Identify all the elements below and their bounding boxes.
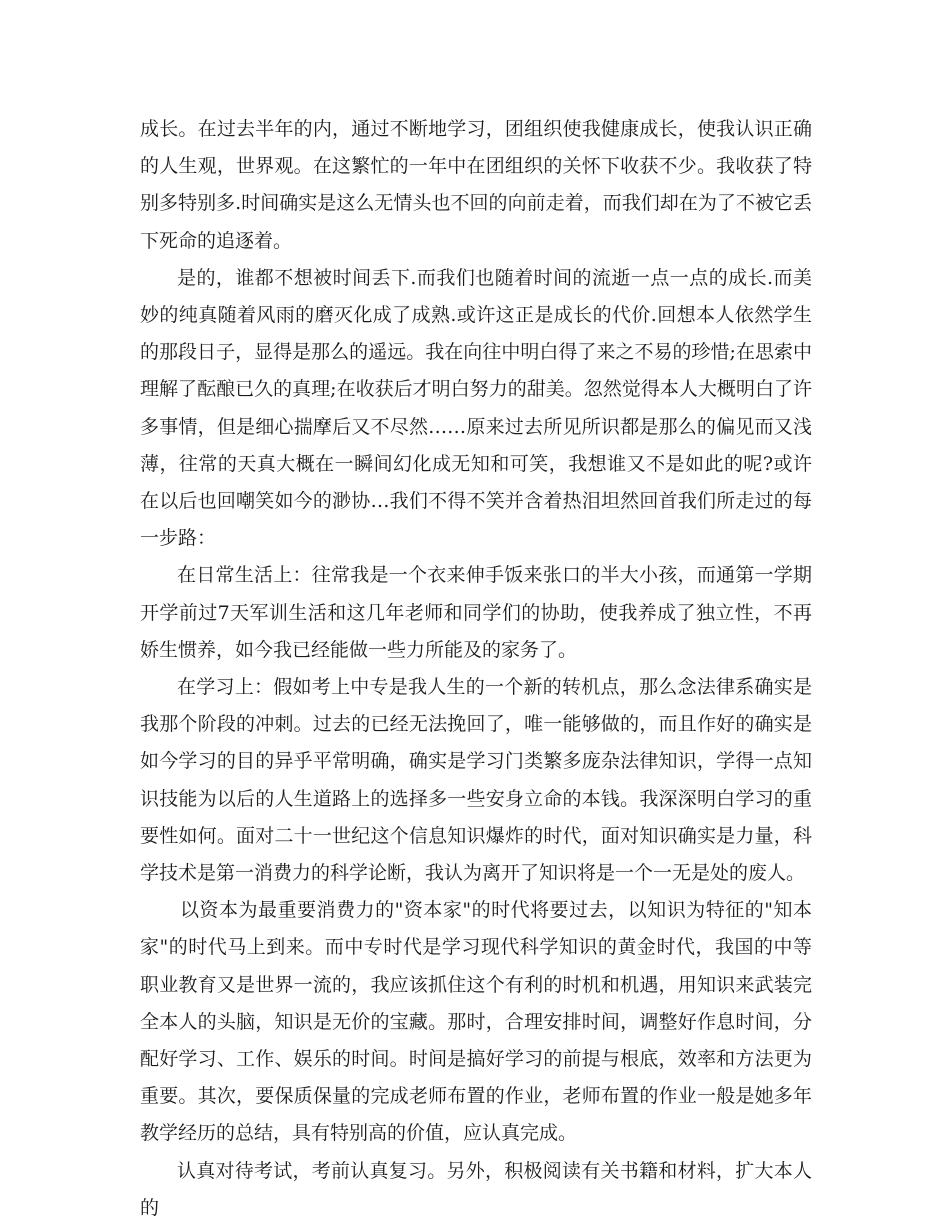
paragraph-6: 认真对待考试，考前认真复习。另外，积极阅读有关书籍和材料，扩大本人的 (140, 1159, 812, 1219)
paragraph-3: 在日常生活上：往常我是一个衣来伸手饭来张口的半大小孩，而通第一学期开学前过7天军训生活和这几年老师和同学们的协助，使我养成了独立性，不再娇生惯养，如今我已经能做一些力所能及的家务了。 (140, 564, 812, 661)
document-body (140, 111, 812, 1227)
paragraph-4: 在学习上：假如考上中专是我人生的一个新的转机点，那么念法律系确实是我那个阶段的冲刺。过去的已经无法挽回了，唯一能够做的，而且作好的确实是如今学习的目的异乎平常明确，确实是学习门类繁多庞杂法律知识，学得一点知识技能为以后的人生道路上的选择多一些安身立命的本钱。我深深明白学习的重要性如何。面对二十一世纪这个信息知识爆炸的时代，面对知识确实是力量，科学技术是第一消费力的科学论断，我认为离开了知识将是一个一无是处的废人。 (140, 676, 812, 885)
paragraph-1: 成长。在过去半年的内，通过不断地学习，团组织使我健康成长，使我认识正确的人生观，世界观。在这繁忙的一年中在团组织的关怀下收获不少。我收获了特别多特别多.时间确实是这么无情头也不回的向前走着，而我们却在为了不被它丢下死命的追逐着。 (140, 118, 812, 252)
paragraph-5: 以资本为最重要消费力的"资本家"的时代将要过去，以知识为特征的"知本家"的时代马上到来。而中专时代是学习现代科学知识的黄金时代，我国的中等职业教育又是世界一流的，我应该抓住这个有利的时机和机遇，用知识来武装完全本人的头脑，知识是无价的宝藏。那时，合理安排时间，调整好作息时间，分配好学习、工作、娱乐的时间。时间是搞好学习的前提与根底，效率和方法更为重要。其次，要保质保量的完成老师布置的作业，老师布置的作业一般是她多年教学经历的总结，具有特别高的价值，应认真完成。 (140, 899, 812, 1145)
paragraph-2: 是的，谁都不想被时间丢下.而我们也随着时间的流逝一点一点的成长.而美妙的纯真随着风雨的磨灭化成了成熟.或许这正是成长的代价.回想本人依然学生的那段日子，显得是那么的遥远。我在向往中明白得了来之不易的珍惜;在思索中理解了酝酿已久的真理;在收获后才明白努力的甜美。忽然觉得本人大概明白了许多事情，但是细心揣摩后又不尽然……原来过去所见所识都是那么的偏见而又浅薄，往常的天真大概在一瞬间幻化成无知和可笑，我想谁又不是如此的呢?或许在以后也回嘲笑如今的渺协…我们不得不笑并含着热泪坦然回首我们所走过的每一步路： (140, 266, 812, 550)
